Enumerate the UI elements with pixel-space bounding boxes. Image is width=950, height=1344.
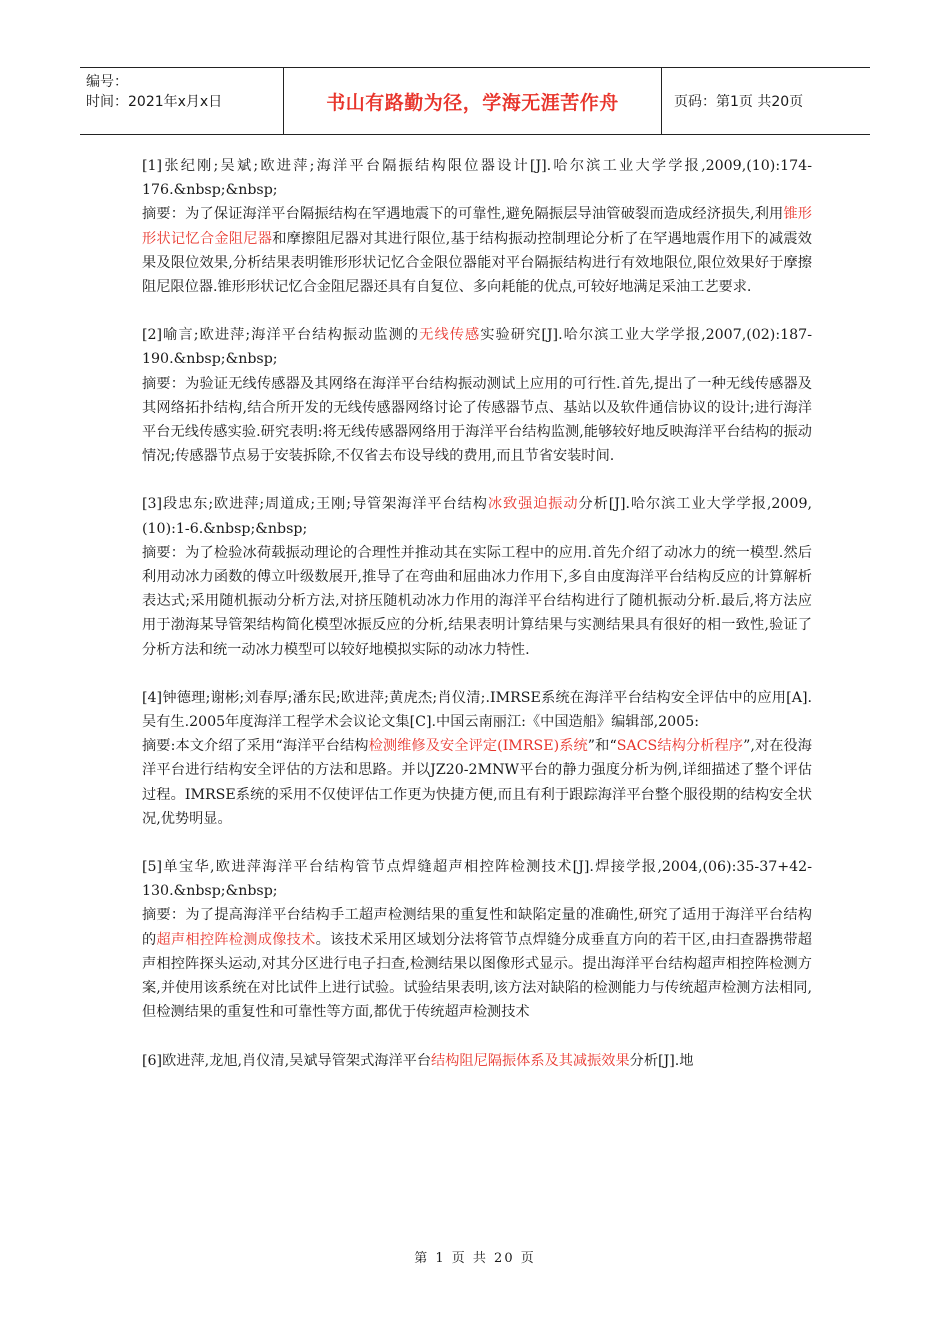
citation: [6]欧进萍,龙旭,肖仪清,吴斌导管架式海洋平台结构阻尼隔振体系及其减振效果分析[J].地 [142, 1052, 694, 1069]
abstract: 摘要：为了检验冰荷载振动理论的合理性并推动其在实际工程中的应用.首先介绍了动冰力的统一模型.然后利用动冰力函数的傅立叶级数展开,推导了在弯曲和屈曲冰力作用下,多自由度海洋平台结构反应的计算解析表达式;采用随机振动分析方法,对挤压随机动冰力作用的海洋平台结构进行了随机振动分析.最后,将方法应用于渤海某导管架结构简化模型冰振反应的分析,结果表明计算结果与实测结果具有很好的相一致性,验证了分析方法和统一动冰力模型可以较好地模拟实际的动冰力特性. [142, 544, 812, 658]
keyword-link[interactable]: 冰致强迫振动 [487, 496, 579, 513]
reference-entry-1 [142, 154, 812, 299]
reference-entry-2 [142, 323, 812, 468]
keyword-link[interactable]: 无线传感 [419, 327, 481, 344]
reference-entry-5 [142, 855, 812, 1024]
header-table [80, 67, 870, 135]
citation: [5]单宝华,欧进萍海洋平台结构管节点焊缝超声相控阵检测技术[J].焊接学报,2004,(06):35-37+42-130.&nbsp;&nbsp; [142, 859, 812, 900]
citation: [1]张纪刚;吴斌;欧进萍;海洋平台隔振结构限位器设计[J].哈尔滨工业大学学报,2009,(10):174-176.&nbsp;&nbsp; [142, 158, 812, 199]
reference-entry-6 [142, 1049, 812, 1073]
abstract: 摘要：为了保证海洋平台隔振结构在罕遇地震下的可靠性,避免隔振层导油管破裂而造成经济损失,利用锥形形状记忆合金阻尼器和摩擦阻尼器对其进行限位,基于结构振动控制理论分析了在罕遇地震作用下的减震效果及限位效果,分析结果表明锥形形状记忆合金限位器能对平台隔振结构进行有效地限位,限位效果好于摩擦阻尼限位器.锥形形状记忆合金阻尼器还具有自复位、多向耗能的优点,可较好地满足采油工艺要求. [142, 206, 812, 296]
citation: [3]段忠东;欧进萍;周道成;王刚;导管架海洋平台结构冰致强迫振动分析[J].哈尔滨工业大学学报,2009,(10):1-6.&nbsp;&nbsp; [142, 496, 812, 537]
keyword-link[interactable]: 检测维修及安全评定(IMRSE)系统 [368, 738, 588, 755]
abstract: 摘要：为验证无线传感器及其网络在海洋平台结构振动测试上应用的可行性.首先,提出了一种无线传感器及其网络拓扑结构,结合所开发的无线传感器网络讨论了传感器节点、基站以及软件通信协议的设计;进行海洋平台无线传感实验.研究表明:将无线传感器网络用于海洋平台结构监测,能够较好地反映海洋平台结构的振动情况;传感器节点易于安装拆除,不仅省去布设导线的费用,而且节省安装时间. [142, 375, 812, 465]
citation: [4]钟德理;谢彬;刘春厚;潘东民;欧进萍;黄虎杰;肖仪清;.IMRSE系统在海洋平台结构安全评估中的应用[A].吴有生.2005年度海洋工程学术会议论文集[C].中国云南丽江:《中国造船》编辑部,2005: [142, 689, 812, 731]
reference-list [142, 154, 812, 1097]
header-meta [80, 68, 284, 134]
abstract: 摘要：为了提高海洋平台结构手工超声检测结果的重复性和缺陷定量的准确性,研究了适用于海洋平台结构的超声相控阵检测成像技术。该技术采用区域划分法将管节点焊缝分成垂直方向的若干区,由扫查器携带超声相控阵探头运动,对其分区进行电子扫查,检测结果以图像形式显示。提出海洋平台结构超声相控阵检测方案,并使用该系统在对比试件上进行试验。试验结果表明,该方法对缺陷的检测能力与传统超声检测方法相同,但检测结果的重复性和可靠性等方面,都优于传统超声检测技术 [142, 907, 812, 1021]
page-footer: 第 1 页 共 20 页 [414, 1251, 536, 1266]
keyword-link[interactable]: 锥形形状记忆合金阻尼器 [142, 206, 812, 247]
header-page-info: 页码：第1页 共20页 [674, 94, 804, 110]
citation: [2]喻言;欧进萍;海洋平台结构振动监测的无线传感实验研究[J].哈尔滨工业大学学报,2007,(02):187-190.&nbsp;&nbsp; [142, 327, 812, 368]
doc-number-label: 编号： [86, 74, 128, 90]
reference-entry-3 [142, 492, 812, 661]
header-motto: 书山有路勤为径，学海无涯苦作舟 [326, 91, 619, 114]
doc-time-label: 时间：2021年x月x日 [86, 94, 223, 110]
header-motto-cell [284, 68, 662, 134]
keyword-link[interactable]: 超声相控阵检测成像技术 [156, 931, 316, 948]
abstract: 摘要:本文介绍了采用“海洋平台结构检测维修及安全评定(IMRSE)系统”和“SACS结构分析程序”,对在役海洋平台进行结构安全评估的方法和思路。并以JZ20-2MNW平台的静力强度分析为例,详细描述了整个评估过程。IMRSE系统的采用不仅使评估工作更为快捷方便,而且有利于跟踪海洋平台整个服役期的结构安全状况,优势明显。 [142, 738, 812, 827]
reference-entry-4 [142, 686, 812, 831]
keyword-link[interactable]: 结构阻尼隔振体系及其减振效果 [431, 1052, 630, 1069]
keyword-link[interactable]: SACS结构分析程序 [616, 738, 744, 755]
